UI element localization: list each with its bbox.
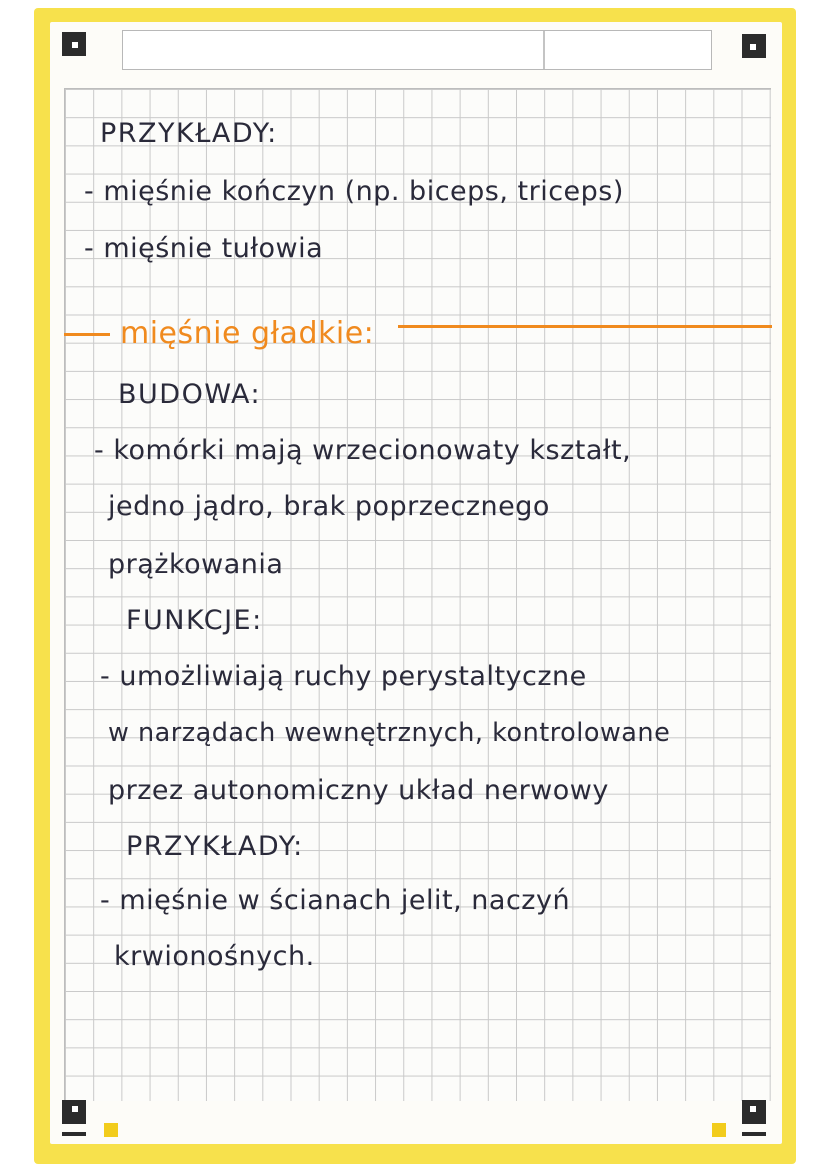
note-line: krwionośnych. bbox=[114, 941, 315, 972]
corner-mark-top-right-icon bbox=[742, 34, 766, 58]
note-line: - mięśnie kończyn (np. biceps, triceps) bbox=[84, 176, 624, 207]
yellow-marker-bottom-right bbox=[712, 1123, 726, 1137]
note-line: jedno jądro, brak poprzecznego bbox=[108, 491, 550, 522]
header-divider bbox=[543, 31, 545, 69]
orange-rule-right bbox=[398, 325, 772, 328]
section-heading-miesnie-gladkie: mięśnie gładkie: bbox=[120, 316, 375, 351]
corner-bar-bottom-right bbox=[742, 1132, 766, 1136]
heading-przyklady-2: PRZYKŁADY: bbox=[126, 831, 304, 862]
corner-mark-bottom-right-icon bbox=[742, 1100, 766, 1124]
heading-przyklady-1: PRZYKŁADY: bbox=[100, 118, 278, 149]
header-box bbox=[122, 30, 712, 70]
orange-rule-left bbox=[64, 333, 110, 336]
yellow-marker-bottom-left bbox=[104, 1123, 118, 1137]
note-line: prążkowania bbox=[108, 549, 284, 580]
note-line: - mięśnie w ścianach jelit, naczyń bbox=[100, 885, 571, 916]
note-line: w narządach wewnętrznych, kontrolowane bbox=[108, 718, 671, 748]
heading-budowa: BUDOWA: bbox=[118, 379, 262, 410]
note-line: - mięśnie tułowia bbox=[84, 233, 324, 264]
corner-mark-bottom-left-icon bbox=[62, 1100, 86, 1124]
corner-bar-bottom-left bbox=[62, 1132, 86, 1136]
note-line: - umożliwiają ruchy perystaltyczne bbox=[100, 661, 587, 692]
note-line: przez autonomiczny układ nerwowy bbox=[108, 775, 609, 806]
corner-mark-top-left-icon bbox=[62, 32, 86, 56]
note-line: - komórki mają wrzecionowaty kształt, bbox=[94, 435, 632, 466]
heading-funkcje: FUNKCJE: bbox=[126, 605, 263, 636]
